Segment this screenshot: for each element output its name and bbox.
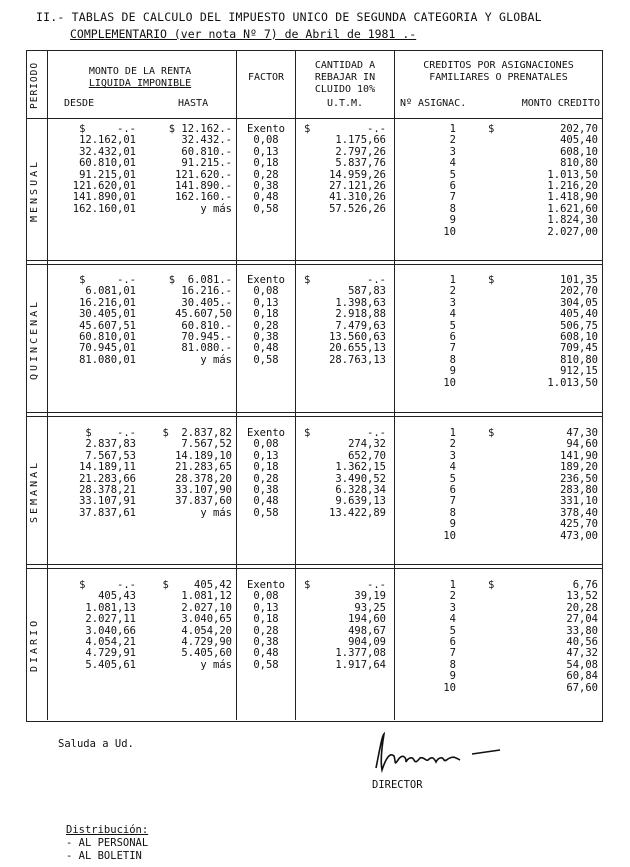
factor-column-cell: 0,38	[253, 483, 279, 496]
cantidad-column-cell: 13.422,89	[329, 506, 386, 519]
asignac-column-cell: 8	[449, 202, 456, 215]
cantidad-column-cell: 14.959,26	[329, 168, 386, 181]
cantidad-column-cell: 1.377,08	[335, 647, 386, 660]
header-cantidad-2: REBAJAR IN	[314, 72, 376, 83]
asignac-column-cell: 1	[449, 274, 456, 286]
asignac-column-cell: 10	[443, 681, 456, 694]
hasta-column	[140, 124, 232, 215]
factor-column-cell: 0,38	[253, 635, 279, 648]
divider-section-2	[26, 412, 603, 413]
credito-column-cell: 33,80	[566, 624, 598, 637]
credito-column-cell: 202,70	[560, 285, 598, 298]
divider-cantidad	[295, 50, 296, 720]
credito-column-cell: 405,40	[560, 308, 598, 321]
header-hasta: HASTA	[178, 98, 209, 109]
hasta-column-cell: 16.216.-	[181, 285, 232, 298]
hasta-column-cell: 121.620.-	[175, 168, 232, 181]
distribution-heading: Distribución:	[66, 824, 149, 836]
cantidad-column-cell: 3.490,52	[335, 472, 386, 485]
asignac-column-cell: 4	[449, 461, 456, 474]
credito-column-cell: 47,30	[566, 427, 598, 439]
cantidad-column-cell: 498,67	[348, 624, 386, 637]
credito-column-cell: 810,80	[560, 157, 598, 170]
credito-column-cell: 405,40	[560, 134, 598, 147]
factor-column-cell: 0,28	[253, 168, 279, 181]
hasta-column-cell: 60.810.-	[181, 145, 232, 158]
asignac-column	[420, 124, 456, 238]
credito-column	[500, 275, 598, 389]
credito-column-cell: 202,70	[560, 123, 598, 135]
cantidad-column-cell: 39,19	[354, 590, 386, 603]
asignac-column-cell: 7	[449, 647, 456, 660]
hasta-column-cell: 5.405,60	[181, 647, 232, 660]
divider-factor	[236, 50, 237, 720]
closing-greeting: Saluda a Ud.	[58, 738, 134, 750]
desde-column	[52, 275, 136, 366]
header-monto-1: MONTO DE LA RENTA	[88, 66, 192, 77]
cantidad-column-cell: 1.917,64	[335, 658, 386, 671]
credito-column-cell: 283,80	[560, 483, 598, 496]
director-signature	[368, 728, 508, 778]
header-creditos-2: FAMILIARES O PRENATALES	[429, 72, 568, 83]
cantidad-column-cell: 1.175,66	[335, 134, 386, 147]
desde-column-cell: 4.729,91	[85, 647, 136, 660]
asignac-column-cell: 3	[449, 145, 456, 158]
credito-column-cell: 608,10	[560, 145, 598, 158]
factor-column-cell: 0,38	[253, 179, 279, 192]
desde-column-cell: 33.107,91	[79, 495, 136, 508]
cantidad-currency: $	[304, 427, 311, 439]
cantidad-column-cell: 41.310,26	[329, 191, 386, 204]
hasta-column	[140, 428, 232, 519]
hasta-column-cell: 4.729,90	[181, 635, 232, 648]
asignac-column	[420, 580, 456, 694]
factor-column-cell: 0,18	[253, 308, 279, 321]
desde-column-cell: 60.810,01	[79, 330, 136, 343]
hasta-column-cell: 70.945.-	[181, 330, 232, 343]
desde-column-cell: 5.405,61	[85, 658, 136, 671]
cantidad-column	[312, 124, 386, 215]
header-creditos-1: CREDITOS POR ASIGNACIONES	[423, 60, 574, 71]
asignac-column-cell: 2	[449, 438, 456, 451]
cantidad-currency: $	[304, 579, 311, 591]
desde-column-cell: 4.054,21	[85, 635, 136, 648]
factor-column	[238, 124, 294, 215]
header-desde: DESDE	[64, 98, 95, 109]
divider-section-2b	[26, 416, 603, 417]
hasta-column-cell: 14.189,10	[175, 449, 232, 462]
credito-column-cell: 6,76	[572, 579, 598, 591]
asignac-column-cell: 1	[449, 579, 456, 591]
asignac-column-cell: 4	[449, 308, 456, 321]
hasta-column-cell: 81.080.-	[181, 342, 232, 355]
document-subtitle: COMPLEMENTARIO (ver nota Nº 7) de Abril de 1981 .-	[70, 27, 417, 41]
asignac-column-cell: 8	[449, 506, 456, 519]
header-asignac: Nº ASIGNAC.	[400, 98, 467, 109]
credito-column-cell: 141,90	[560, 449, 598, 462]
credito-column-cell: 2.027,00	[547, 225, 598, 238]
asignac-column-cell: 5	[449, 624, 456, 637]
credito-column-cell: 506,75	[560, 319, 598, 332]
cantidad-column-cell: 13.560,63	[329, 330, 386, 343]
desde-column-cell: 2.027,11	[85, 613, 136, 626]
credito-column-cell: 27,04	[566, 613, 598, 626]
asignac-column-cell: 9	[449, 518, 456, 531]
desde-column-cell: 21.283,66	[79, 472, 136, 485]
credito-column	[500, 580, 598, 694]
cantidad-column-cell: -.-	[367, 427, 386, 439]
credito-column-cell: 20,28	[566, 601, 598, 614]
document-title: II.- TABLAS DE CALCULO DEL IMPUESTO UNICO DE SEGUNDA CATEGORIA Y GLOBAL	[36, 10, 542, 24]
credito-column-cell: 1.013,50	[547, 376, 598, 389]
director-title: DIRECTOR	[372, 779, 423, 791]
credito-currency: $	[488, 123, 495, 135]
desde-column-cell: 121.620,01	[72, 179, 136, 192]
hasta-column-cell: $ 12.162.-	[168, 123, 232, 135]
hasta-column-cell: 21.283,65	[175, 461, 232, 474]
factor-column-cell: 0,08	[253, 438, 279, 451]
asignac-column-cell: 6	[449, 635, 456, 648]
factor-column-cell: 0,58	[253, 353, 279, 366]
asignac-column-cell: 2	[449, 285, 456, 298]
credito-column-cell: 473,00	[560, 529, 598, 542]
desde-column-cell: 141.890,01	[72, 191, 136, 204]
credito-column-cell: 13,52	[566, 590, 598, 603]
desde-column	[52, 124, 136, 215]
hasta-column-cell: 2.027,10	[181, 601, 232, 614]
desde-column-cell: 2.837,83	[85, 438, 136, 451]
factor-column-cell: Exento	[247, 579, 285, 591]
distribution-item: - AL BOLETIN	[66, 850, 142, 862]
factor-column-cell: 0,13	[253, 601, 279, 614]
hasta-column-cell: 3.040,65	[181, 613, 232, 626]
distribution-item: - AL PERSONAL	[66, 837, 149, 849]
asignac-column-cell: 2	[449, 590, 456, 603]
cantidad-column-cell: 904,09	[348, 635, 386, 648]
desde-column-cell: 81.080,01	[79, 353, 136, 366]
desde-column-cell: 28.378,21	[79, 483, 136, 496]
asignac-column	[420, 275, 456, 389]
factor-column-cell: 0,13	[253, 145, 279, 158]
desde-column-cell: 7.567,53	[85, 449, 136, 462]
factor-column-cell: 0,58	[253, 202, 279, 215]
desde-column-cell: 32.432,01	[79, 145, 136, 158]
asignac-column-cell: 10	[443, 376, 456, 389]
hasta-column-cell: y más	[200, 202, 232, 215]
desde-column-cell: $ -.-	[85, 427, 136, 439]
desde-column-cell: 6.081,01	[85, 285, 136, 298]
credito-column-cell: 1.418,90	[547, 191, 598, 204]
desde-column-cell: $ -.-	[79, 579, 136, 591]
hasta-column	[140, 275, 232, 366]
asignac-column-cell: 5	[449, 472, 456, 485]
asignac-column-cell: 7	[449, 495, 456, 508]
desde-column-cell: 91.215,01	[79, 168, 136, 181]
credito-column	[500, 428, 598, 542]
header-monto-credito: MONTO CREDITO	[521, 98, 600, 109]
desde-column-cell: 162.160,01	[72, 202, 136, 215]
credito-column-cell: 810,80	[560, 353, 598, 366]
cantidad-column-cell: 28.763,13	[329, 353, 386, 366]
credito-column-cell: 709,45	[560, 342, 598, 355]
hasta-column	[140, 580, 232, 671]
cantidad-currency: $	[304, 123, 311, 135]
credito-column-cell: 40,56	[566, 635, 598, 648]
header-monto-2: LIQUIDA IMPONIBLE	[88, 78, 192, 89]
divider-section-3b	[26, 568, 603, 569]
cantidad-column-cell: 194,60	[348, 613, 386, 626]
credito-column-cell: 60,84	[566, 670, 598, 683]
credito-currency: $	[488, 579, 495, 591]
factor-column-cell: Exento	[247, 427, 285, 439]
asignac-column-cell: 2	[449, 134, 456, 147]
credito-column-cell: 1.216,20	[547, 179, 598, 192]
factor-column-cell: 0,48	[253, 647, 279, 660]
cantidad-column-cell: 57.526,26	[329, 202, 386, 215]
cantidad-currency: $	[304, 274, 311, 286]
header-factor: FACTOR	[247, 72, 285, 83]
hasta-column-cell: 141.890.-	[175, 179, 232, 192]
cantidad-column	[312, 428, 386, 519]
asignac-column-cell: 7	[449, 191, 456, 204]
asignac-column-cell: 1	[449, 123, 456, 135]
factor-column-cell: 0,08	[253, 134, 279, 147]
asignac-column-cell: 5	[449, 168, 456, 181]
factor-column-cell: 0,28	[253, 472, 279, 485]
credito-column	[500, 124, 598, 238]
divider-section-1	[26, 260, 603, 261]
credito-column-cell: 331,10	[560, 495, 598, 508]
factor-column	[238, 275, 294, 366]
desde-column	[52, 428, 136, 519]
factor-column-cell: Exento	[247, 123, 285, 135]
desde-column-cell: $ -.-	[79, 274, 136, 286]
divider-period	[47, 50, 48, 720]
hasta-column-cell: 45.607,50	[175, 308, 232, 321]
hasta-column-cell: 1.081,12	[181, 590, 232, 603]
credito-column-cell: 425,70	[560, 518, 598, 531]
credito-currency: $	[488, 427, 495, 439]
cantidad-column-cell: -.-	[367, 579, 386, 591]
desde-column-cell: 3.040,66	[85, 624, 136, 637]
cantidad-column-cell: 5.837,76	[335, 157, 386, 170]
factor-column-cell: 0,18	[253, 461, 279, 474]
factor-column-cell: 0,58	[253, 658, 279, 671]
factor-column-cell: 0,48	[253, 191, 279, 204]
factor-column-cell: 0,38	[253, 330, 279, 343]
factor-column-cell: 0,58	[253, 506, 279, 519]
hasta-column-cell: 33.107,90	[175, 483, 232, 496]
hasta-column-cell: 60.810.-	[181, 319, 232, 332]
asignac-column-cell: 9	[449, 670, 456, 683]
cantidad-column-cell: 1.362,15	[335, 461, 386, 474]
credito-column-cell: 378,40	[560, 506, 598, 519]
factor-column-cell: 0,13	[253, 296, 279, 309]
factor-column-cell: 0,48	[253, 342, 279, 355]
hasta-column-cell: 32.432.-	[181, 134, 232, 147]
factor-column	[238, 580, 294, 671]
asignac-column-cell: 3	[449, 296, 456, 309]
hasta-column-cell: 91.215.-	[181, 157, 232, 170]
credito-column-cell: 94,60	[566, 438, 598, 451]
credito-column-cell: 54,08	[566, 658, 598, 671]
hasta-column-cell: $ 2.837,82	[162, 427, 232, 439]
factor-column-cell: 0,08	[253, 590, 279, 603]
asignac-column-cell: 4	[449, 157, 456, 170]
desde-column-cell: 14.189,11	[79, 461, 136, 474]
credito-column-cell: 101,35	[560, 274, 598, 286]
factor-column-cell: 0,28	[253, 319, 279, 332]
credito-column-cell: 304,05	[560, 296, 598, 309]
asignac-column-cell: 6	[449, 330, 456, 343]
asignac-column-cell: 8	[449, 353, 456, 366]
credito-column-cell: 1.013,50	[547, 168, 598, 181]
asignac-column-cell: 5	[449, 319, 456, 332]
divider-creditos	[394, 50, 395, 720]
cantidad-column-cell: 1.398,63	[335, 296, 386, 309]
factor-column-cell: 0,48	[253, 495, 279, 508]
hasta-column-cell: y más	[200, 506, 232, 519]
cantidad-column-cell: 2.797,26	[335, 145, 386, 158]
hasta-column-cell: 28.378,20	[175, 472, 232, 485]
credito-currency: $	[488, 274, 495, 286]
cantidad-column-cell: 27.121,26	[329, 179, 386, 192]
hasta-column-cell: 162.160.-	[175, 191, 232, 204]
hasta-column-cell: 30.405.-	[181, 296, 232, 309]
credito-column-cell: 47,32	[566, 647, 598, 660]
desde-column-cell: 45.607,51	[79, 319, 136, 332]
period-label-quincenal: QUINCENAL	[29, 298, 40, 380]
cantidad-column-cell: 7.479,63	[335, 319, 386, 332]
header-periodo: PERIODO	[29, 61, 40, 109]
hasta-column-cell: $ 405,42	[162, 579, 232, 591]
hasta-column-cell: 4.054,20	[181, 624, 232, 637]
credito-column-cell: 67,60	[566, 681, 598, 694]
credito-column-cell: 236,50	[560, 472, 598, 485]
asignac-column-cell: 4	[449, 613, 456, 626]
asignac-column-cell: 3	[449, 601, 456, 614]
factor-column-cell: 0,18	[253, 157, 279, 170]
asignac-column-cell: 7	[449, 342, 456, 355]
factor-column	[238, 428, 294, 519]
credito-column-cell: 1.824,30	[547, 214, 598, 227]
desde-column-cell: 16.216,01	[79, 296, 136, 309]
factor-column-cell: Exento	[247, 274, 285, 286]
cantidad-column-cell: 274,32	[348, 438, 386, 451]
cantidad-column	[312, 580, 386, 671]
credito-column-cell: 912,15	[560, 365, 598, 378]
desde-column-cell: 405,43	[98, 590, 136, 603]
cantidad-column-cell: -.-	[367, 274, 386, 286]
hasta-column-cell: y más	[200, 658, 232, 671]
factor-column-cell: 0,08	[253, 285, 279, 298]
hasta-column-cell: y más	[200, 353, 232, 366]
desde-column-cell: 30.405,01	[79, 308, 136, 321]
cantidad-column-cell: 2.918,88	[335, 308, 386, 321]
divider-header	[26, 118, 603, 119]
desde-column-cell: 12.162,01	[79, 134, 136, 147]
hasta-column-cell: 7.567,52	[181, 438, 232, 451]
hasta-column-cell: $ 6.081.-	[168, 274, 232, 286]
cantidad-column-cell: 9.639,13	[335, 495, 386, 508]
asignac-column-cell: 6	[449, 179, 456, 192]
desde-column-cell: 37.837,61	[79, 506, 136, 519]
credito-column-cell: 1.621,60	[547, 202, 598, 215]
hasta-column-cell: 37.837,60	[175, 495, 232, 508]
period-label-semanal: SEMANAL	[29, 459, 40, 523]
asignac-column-cell: 6	[449, 483, 456, 496]
factor-column-cell: 0,18	[253, 613, 279, 626]
asignac-column-cell: 10	[443, 529, 456, 542]
cantidad-column-cell: 20.655,13	[329, 342, 386, 355]
header-cantidad-3: CLUIDO 10%	[314, 84, 376, 95]
header-cantidad-4: U.T.M.	[326, 98, 364, 109]
asignac-column-cell: 9	[449, 365, 456, 378]
asignac-column	[420, 428, 456, 542]
asignac-column-cell: 3	[449, 449, 456, 462]
credito-column-cell: 189,20	[560, 461, 598, 474]
cantidad-column	[312, 275, 386, 366]
desde-column-cell: 60.810,01	[79, 157, 136, 170]
desde-column-cell: $ -.-	[79, 123, 136, 135]
asignac-column-cell: 9	[449, 214, 456, 227]
desde-column-cell: 1.081,13	[85, 601, 136, 614]
header-cantidad-1: CANTIDAD A	[314, 60, 376, 71]
period-label-diario: DIARIO	[29, 617, 40, 673]
cantidad-column-cell: -.-	[367, 123, 386, 135]
divider-section-3	[26, 564, 603, 565]
desde-column	[52, 580, 136, 671]
asignac-column-cell: 1	[449, 427, 456, 439]
credito-column-cell: 608,10	[560, 330, 598, 343]
factor-column-cell: 0,28	[253, 624, 279, 637]
asignac-column-cell: 8	[449, 658, 456, 671]
cantidad-column-cell: 93,25	[354, 601, 386, 614]
divider-section-1b	[26, 264, 603, 265]
period-label-mensual: MENSUAL	[29, 158, 40, 222]
cantidad-column-cell: 652,70	[348, 449, 386, 462]
desde-column-cell: 70.945,01	[79, 342, 136, 355]
cantidad-column-cell: 587,83	[348, 285, 386, 298]
cantidad-column-cell: 6.328,34	[335, 483, 386, 496]
factor-column-cell: 0,13	[253, 449, 279, 462]
asignac-column-cell: 10	[443, 225, 456, 238]
